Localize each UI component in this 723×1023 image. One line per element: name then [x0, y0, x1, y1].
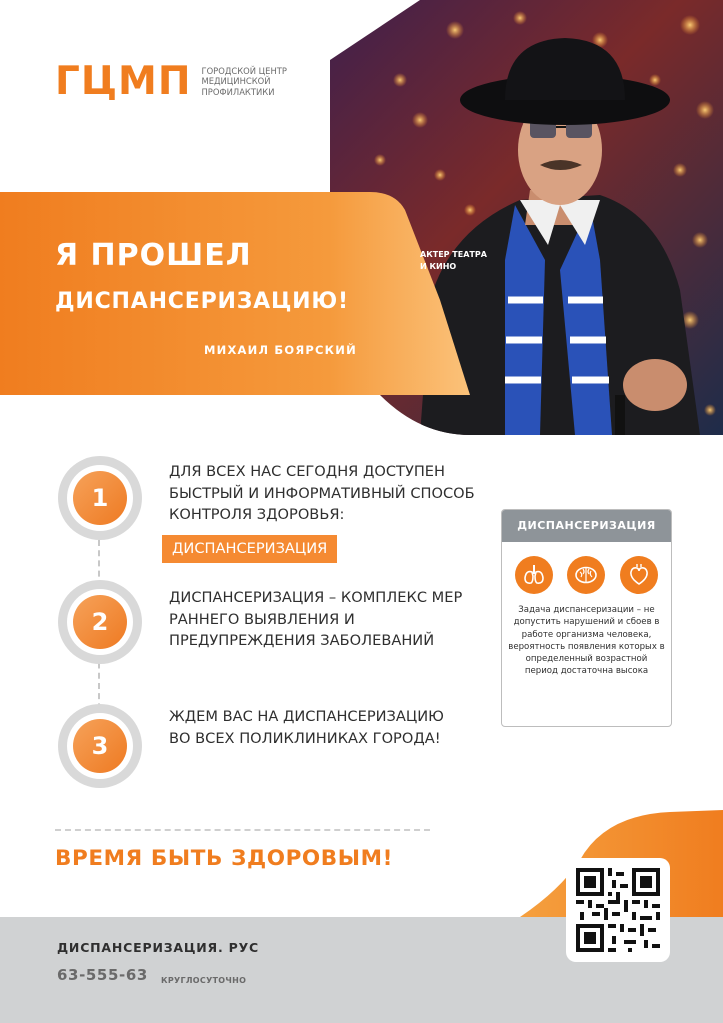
step-1-number: 1 [73, 471, 127, 525]
lungs-icon [515, 556, 553, 594]
info-card-icons [502, 542, 671, 594]
headline-line-1: Я ПРОШЕЛ [55, 238, 252, 273]
step-3-number: 3 [73, 719, 127, 773]
logo [55, 59, 297, 104]
headline-line-2: ДИСПАНСЕРИЗАЦИЮ! [55, 289, 349, 314]
slogan: ВРЕМЯ БЫТЬ ЗДОРОВЫМ! [55, 846, 394, 871]
step-1-badge [58, 456, 142, 540]
slogan-divider [55, 829, 430, 831]
qr-code[interactable] [566, 858, 670, 962]
phone-hours: КРУГЛОСУТОЧНО [161, 976, 247, 985]
heart-icon [620, 556, 658, 594]
info-card [501, 509, 672, 727]
phone-number[interactable]: 63-555-63 [57, 966, 148, 984]
actor-caption: АКТЕР ТЕАТРА И КИНО [420, 250, 487, 271]
step-2-number: 2 [73, 595, 127, 649]
step-2-text: ДИСПАНСЕРИЗАЦИЯ – КОМПЛЕКС МЕР РАННЕГО ВЫЯВЛЕНИЯ И ПРЕДУПРЕЖДЕНИЯ ЗАБОЛЕВАНИЙ [169, 589, 463, 649]
website-link[interactable]: ДИСПАНСЕРИЗАЦИЯ. РУС [57, 940, 260, 955]
step-2-badge [58, 580, 142, 664]
info-card-title: ДИСПАНСЕРИЗАЦИЯ [502, 510, 671, 542]
person-name: МИХАИЛ БОЯРСКИЙ [204, 343, 357, 357]
qr-code-icon [576, 868, 660, 952]
step-1-text: ДЛЯ ВСЕХ НАС СЕГОДНЯ ДОСТУПЕН БЫСТРЫЙ И ИНФОРМАТИВНЫЙ СПОСОБ КОНТРОЛЯ ЗДОРОВЬЯ: [169, 463, 475, 523]
step-1-tag: ДИСПАНСЕРИЗАЦИЯ [162, 535, 337, 563]
step-3-text: ЖДЕМ ВАС НА ДИСПАНСЕРИЗАЦИЮ ВО ВСЕХ ПОЛИКЛИНИКАХ ГОРОДА! [169, 708, 444, 747]
logo-subtitle: ГОРОДСКОЙ ЦЕНТР МЕДИЦИНСКОЙ ПРОФИЛАКТИКИ [201, 65, 287, 97]
brain-icon [567, 556, 605, 594]
logo-mark: ГЦМП [55, 59, 192, 104]
step-3-badge [58, 704, 142, 788]
info-card-text: Задача диспансеризации – не допустить нарушений и сбоев в работе организма человека, вероятность появления которых в определенный возрастной период достаточна высока [508, 605, 665, 677]
